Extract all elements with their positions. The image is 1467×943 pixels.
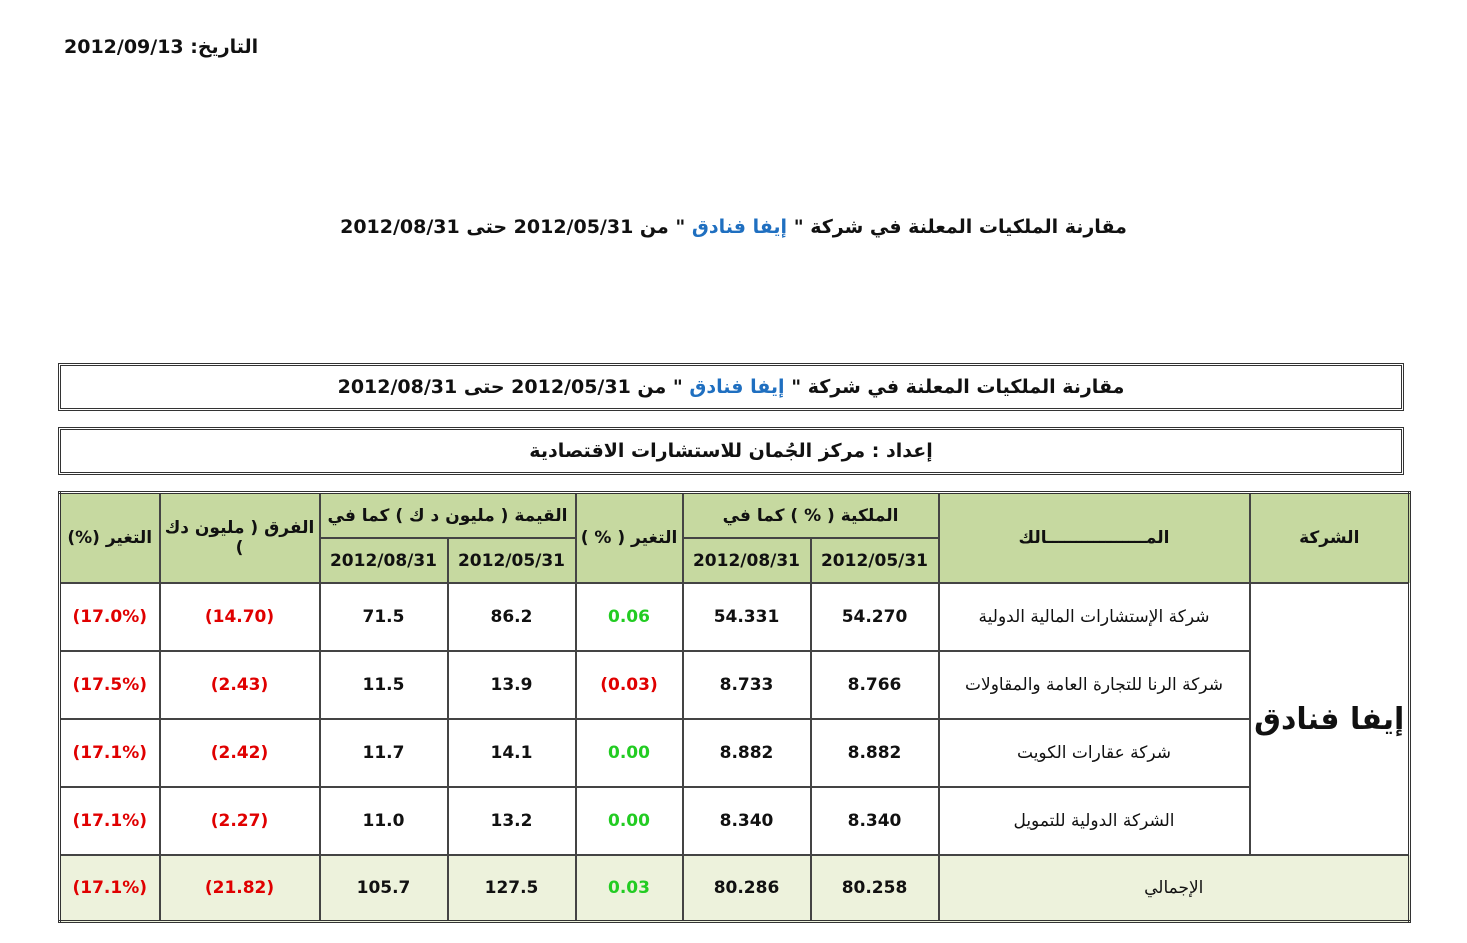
date-label: التاريخ: [190,36,259,58]
ownership-cell: 54.331 [683,583,811,651]
ownership-cell: 80.258 [811,855,939,922]
ownership-cell: 8.340 [683,787,811,855]
ownership-cell: 8.882 [811,719,939,787]
header-date: 2012/05/31 [811,538,939,583]
header-change-pct: التغير (%) [60,493,160,584]
ownership-cell: 8.882 [683,719,811,787]
header-owner: المـــــــــــــــــالك [939,493,1250,584]
difference-cell: (2.43) [160,651,320,719]
header-date: 2012/08/31 [683,538,811,583]
value-cell: 86.2 [448,583,576,651]
value-cell: 71.5 [320,583,448,651]
owner-name: شركة الرنا للتجارة العامة والمقاولات [939,651,1250,719]
change-pct-cell: (17.1%) [60,719,160,787]
change-pct-cell: (17.1%) [60,787,160,855]
ownership-cell: 80.286 [683,855,811,922]
date-value: 2012/09/13 [64,36,184,58]
header-date: 2012/08/31 [320,538,448,583]
report-date [64,36,258,58]
header-ownership-change: التغير ( % ) [576,493,683,584]
total-label: الإجمالي [939,855,1410,922]
value-cell: 11.7 [320,719,448,787]
table-row [60,583,1410,651]
header-company: الشركة [1250,493,1410,584]
header-ownership-group: الملكية ( % ) كما في [683,493,939,539]
ownership-change-cell: 0.06 [576,583,683,651]
value-cell: 14.1 [448,719,576,787]
ownership-cell: 8.766 [811,651,939,719]
ownership-change-cell: 0.00 [576,787,683,855]
difference-cell: (2.42) [160,719,320,787]
value-cell: 13.2 [448,787,576,855]
ownership-cell: 8.340 [811,787,939,855]
company-name-cell: إيفا فنادق [1250,583,1410,855]
owner-name: الشركة الدولية للتمويل [939,787,1250,855]
header-difference: الفرق ( مليون دك ) [160,493,320,584]
value-cell: 11.5 [320,651,448,719]
header-date: 2012/05/31 [448,538,576,583]
table-row [60,651,1410,719]
owner-name: شركة الإستشارات المالية الدولية [939,583,1250,651]
ownership-table [58,491,1411,923]
table-row [60,719,1410,787]
table-row [60,787,1410,855]
change-pct-cell: (17.1%) [60,855,160,922]
difference-cell: (2.27) [160,787,320,855]
ownership-change-cell: (0.03) [576,651,683,719]
prepared-by-box: إعداد : مركز الجُمان للاستشارات الاقتصادية [58,427,1404,475]
ownership-cell: 54.270 [811,583,939,651]
ownership-change-cell: 0.03 [576,855,683,922]
total-row [60,855,1410,922]
change-pct-cell: (17.0%) [60,583,160,651]
ownership-cell: 8.733 [683,651,811,719]
value-cell: 11.0 [320,787,448,855]
ownership-change-cell: 0.00 [576,719,683,787]
page-title: مقارنة الملكيات المعلنة في شركة " إيفا فنادق " من 2012/05/31 حتى 2012/08/31 [340,216,1127,238]
value-cell: 105.7 [320,855,448,922]
header-value-group: القيمة ( مليون د ك ) كما في [320,493,576,539]
difference-cell: (14.70) [160,583,320,651]
owner-name: شركة عقارات الكويت [939,719,1250,787]
title-company: إيفا فنادق [691,216,788,238]
value-cell: 127.5 [448,855,576,922]
change-pct-cell: (17.5%) [60,651,160,719]
difference-cell: (21.82) [160,855,320,922]
table-title-box: مقارنة الملكيات المعلنة في شركة " إيفا فنادق " من 2012/05/31 حتى 2012/08/31 [58,363,1404,411]
value-cell: 13.9 [448,651,576,719]
